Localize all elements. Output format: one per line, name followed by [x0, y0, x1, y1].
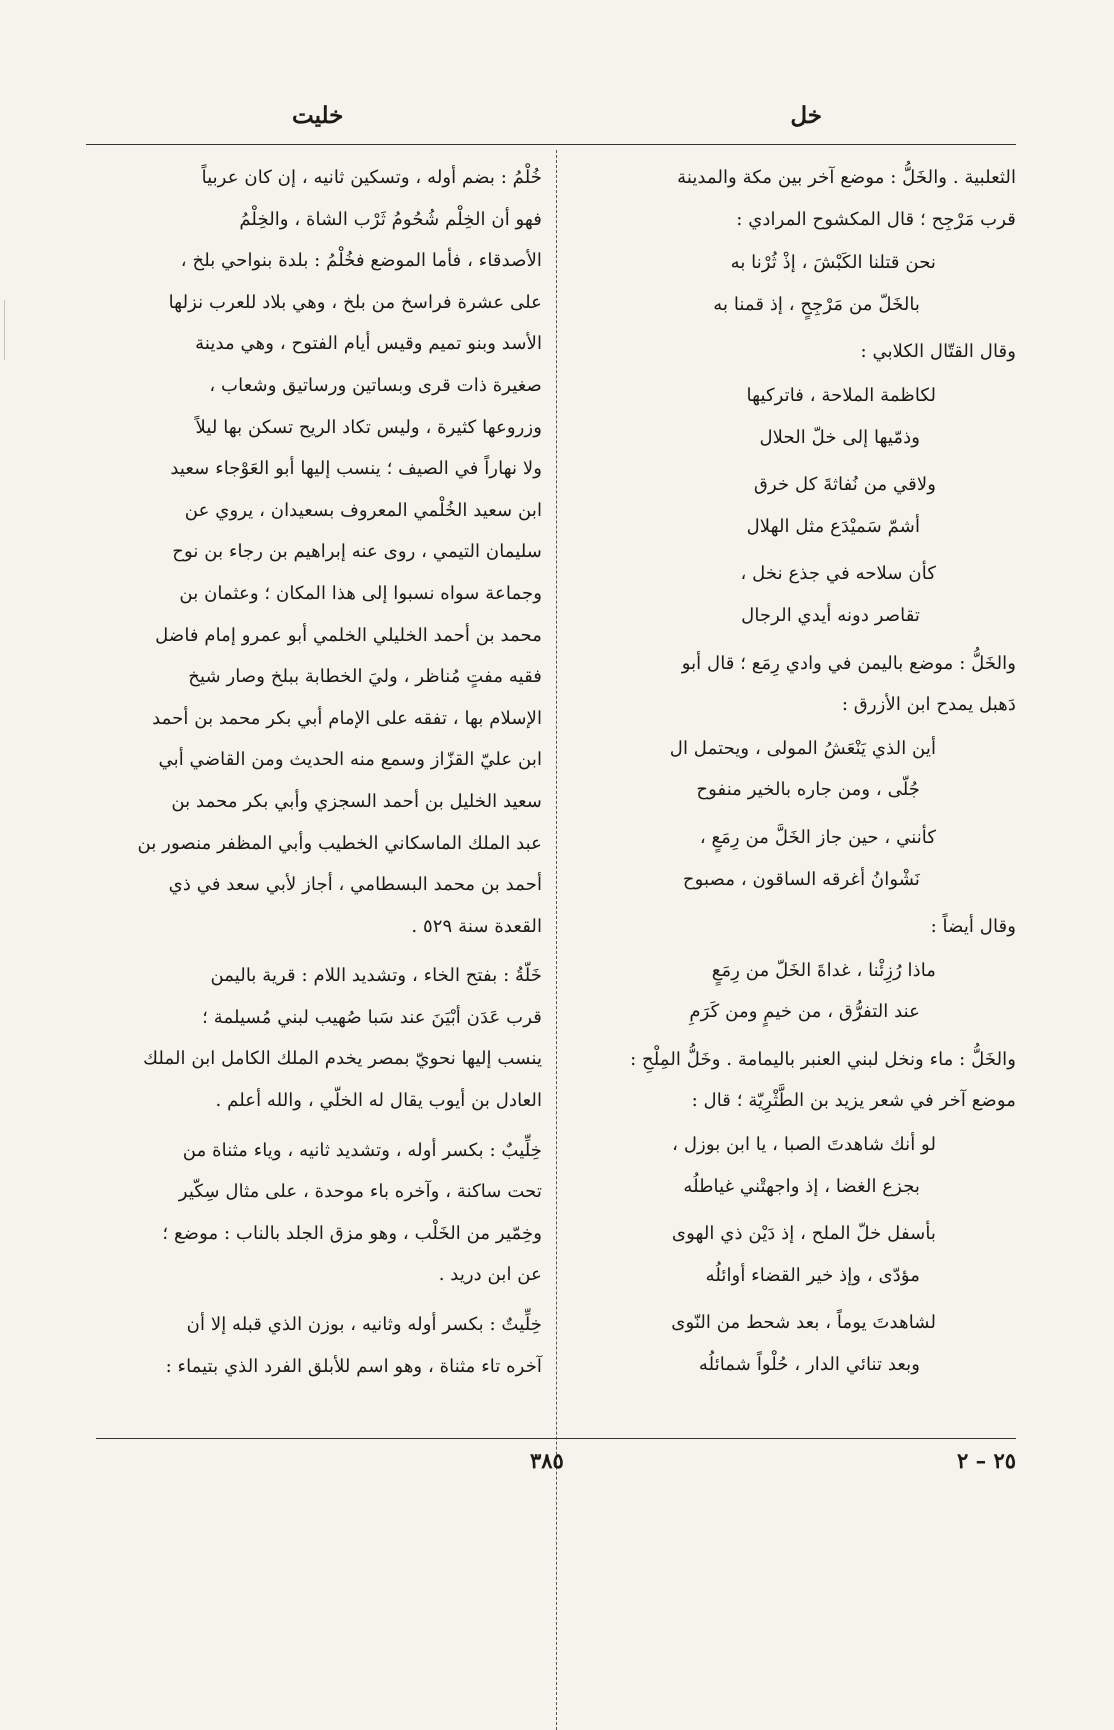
text-line: الثعلبية . والخَلُّ : موضع آخر بين مكة والمدينة	[677, 167, 1016, 188]
text-line: خُلْمُ : بضم أوله ، وتسكين ثانيه ، إن كان عربياً	[201, 167, 542, 188]
hemistich: وذمّيها إلى خلّ الحلال	[759, 426, 920, 448]
text-line: خِلِّيتٌ : بكسر أوله وثانيه ، بوزن الذي قبله إلا أن	[186, 1314, 542, 1336]
text-line: خِلِّيبٌ : بكسر أوله ، وتشديد ثانيه ، وياء مثناة من	[182, 1139, 542, 1161]
text-line: ولا نهاراً في الصيف ؛ ينسب إليها أبو العَوْجاء سعيد	[170, 458, 542, 480]
poem	[570, 1124, 1016, 1386]
header-rule	[86, 144, 1016, 145]
text-line: سعيد الخليل بن أحمد السجزي وأبي بكر محمد بن	[171, 790, 542, 812]
hemistich: كأن سلاحه في جذع نخل ،	[740, 563, 936, 585]
text-line: ينسب إليها نحويّ بمصر يخدم الملك الكامل ابن الملك	[143, 1048, 542, 1070]
entry-khillib	[96, 1130, 542, 1296]
verse	[570, 1124, 936, 1207]
left-column	[96, 157, 542, 1387]
verse	[570, 950, 936, 1033]
text-line: فهو أن الخِلْم شُحُومُ ثَرْب الشاة ، والخِلْمُ	[239, 208, 542, 230]
text-line: والخَلُّ : ماء ونخل لبني العنبر باليمامة . وخَلُّ المِلْحِ :	[630, 1048, 1016, 1070]
text-line: وقال أيضاً :	[930, 916, 1016, 938]
page-number: ٣٨٥	[530, 1448, 564, 1473]
text-line: آخره تاء مثناة ، وهو اسم للأبلق الفرد الذي بتيماء :	[165, 1355, 542, 1377]
text-line: وخِمّير من الخَلْب ، وهو مزق الجلد بالناب : موضع ؛	[162, 1222, 542, 1244]
verse	[570, 1302, 936, 1385]
text-line: قرب عَدَن أبْيَنَ عند سَبا صُهيب لبني مُسيلمة ؛	[202, 1006, 542, 1028]
entry-khulm	[96, 157, 542, 947]
hemistich: ولاقي من نُفاثةَ كل خرق	[753, 474, 936, 496]
text-line: موضع آخر في شعر يزيد بن الطَّثْرِيّة ؛ قال :	[691, 1090, 1016, 1112]
text-line: والخَلُّ : موضع باليمن في وادي رِمَع ؛ قال أبو	[681, 652, 1016, 674]
column-divider	[556, 150, 557, 1730]
hemistich: بأسفل خلّ الملح ، إذ دَيْن ذي الهوى	[671, 1223, 936, 1245]
text-line: تحت ساكنة ، وآخره باء موحدة ، على مثال سِكّير	[178, 1181, 542, 1203]
signature-mark: ٢٥ – ٢	[957, 1448, 1016, 1473]
verse	[570, 728, 936, 811]
text-line: خَلّةُ : بفتح الخاء ، وتشديد اللام : قرية باليمن	[210, 965, 542, 987]
hemistich: بجزع الغضا ، إذ واجهتْني غياطلُه	[683, 1175, 920, 1197]
right-column	[570, 157, 1016, 1392]
hemistich: نحن قتلنا الكَبْشَ ، إذْ ثُرْنا به	[730, 252, 936, 274]
text-line: وزروعها كثيرة ، وليس تكاد الريح تسكن بها ليلاً	[195, 416, 542, 438]
verse	[570, 242, 936, 325]
poem	[570, 728, 1016, 900]
running-head-left: خليت	[292, 102, 344, 129]
text-line: ابن سعيد الخُلْمي المعروف بسعيدان ، يروي عن	[184, 499, 542, 521]
text-line: عبد الملك الماسكاني الخطيب وأبي المظفر منصور بن	[137, 832, 542, 854]
poem	[570, 242, 1016, 325]
text-line: وقال القتّال الكلابي :	[860, 341, 1016, 363]
hemistich: أين الذي يَنْعَشُ المولى ، ويحتمل ال	[669, 737, 936, 759]
entry-khalla	[96, 955, 542, 1121]
poem	[570, 950, 1016, 1033]
hemistich: مؤدّى ، وإذ خير القضاء أوائلُه	[705, 1264, 920, 1286]
footer-rule	[96, 1438, 1016, 1439]
poem	[570, 375, 1016, 637]
verse	[570, 375, 936, 458]
hemistich: نَشْوانُ أغرقه الساقون ، مصبوح	[682, 868, 920, 890]
text-line: سليمان التيمي ، روى عنه إبراهيم بن رجاء بن نوح	[172, 541, 542, 563]
paragraph	[570, 157, 1016, 240]
running-head-right: خل	[790, 102, 822, 129]
hemistich: تقاصر دونه أيدي الرجال	[741, 604, 920, 626]
text-line: صغيرة ذات قرى وبساتين ورساتيق وشعاب ،	[209, 374, 542, 396]
hemistich: عند التفرُّق ، من خيمٍ ومن كَرَمِ	[689, 1001, 920, 1023]
text-line: الأسد وبنو تميم وقيس أيام الفتوح ، وهي مدينة	[195, 333, 542, 355]
text-line: الأصدقاء ، فأما الموضع فخُلْمُ : بلدة بنواحي بلخ ،	[180, 250, 542, 272]
text-line: أحمد بن محمد البسطامي ، أجاز لأبي سعد في ذي	[168, 874, 542, 896]
hemistich: جُلّى ، ومن جاره بالخير منفوح	[696, 779, 920, 801]
hemistich: بالخَلّ من مَرْجِحٍ ، إذ قمنا به	[713, 293, 920, 315]
hemistich: وبعد تنائي الدار ، حُلْواً شمائلُه	[698, 1354, 920, 1376]
text-line: وجماعة سواه نسبوا إلى هذا المكان ؛ وعثمان بن	[179, 582, 542, 604]
text-line: دَهبل يمدح ابن الأزرق :	[841, 694, 1016, 716]
verse	[570, 553, 936, 636]
text-line: فقيه مفتٍ مُناظر ، وليَ الخطابة ببلخ وصار شيخ	[188, 666, 542, 688]
scan-edge-mark	[4, 300, 5, 360]
text-line: العادل بن أيوب يقال له الخلّي ، والله أعلم .	[215, 1090, 542, 1112]
verse	[570, 464, 936, 547]
hemistich: أشمّ سَميْدَع مثل الهلال	[746, 515, 920, 537]
text-line: ابن عليّ القزّاز وسمع منه الحديث ومن القاضي أبي	[158, 749, 542, 771]
paragraph	[570, 643, 1016, 726]
entry-khillit	[96, 1304, 542, 1387]
paragraph	[570, 1039, 1016, 1122]
text-line: عن ابن دريد .	[438, 1264, 542, 1286]
text-line: على عشرة فراسخ من بلخ ، وهي بلاد للعرب نزلها	[168, 291, 542, 313]
hemistich: لكاظمة الملاحة ، فاتركيها	[746, 384, 936, 406]
hemistich: كأنني ، حين جاز الخَلَّ من رِمَعٍ ،	[699, 826, 936, 848]
text-line: القعدة سنة ٥٢٩ .	[411, 915, 542, 937]
verse	[570, 817, 936, 900]
hemistich: لشاهدتَ يوماً ، بعد شحط من النّوى	[671, 1312, 936, 1334]
hemistich: ماذا رُزِئْنا ، غداةَ الخَلّ من رِمَعٍ	[711, 959, 936, 981]
text-line: الإسلام بها ، تفقه على الإمام أبي بكر محمد بن أحمد	[152, 707, 542, 729]
hemistich: لو أنك شاهدتَ الصبا ، يا ابن بوزل ،	[672, 1134, 936, 1156]
verse	[570, 1213, 936, 1296]
text-line: قرب مَرْجِح ؛ قال المكشوح المرادي :	[736, 208, 1016, 230]
text-line: محمد بن أحمد الخليلي الخلمي أبو عمرو إمام فاضل	[155, 624, 542, 646]
